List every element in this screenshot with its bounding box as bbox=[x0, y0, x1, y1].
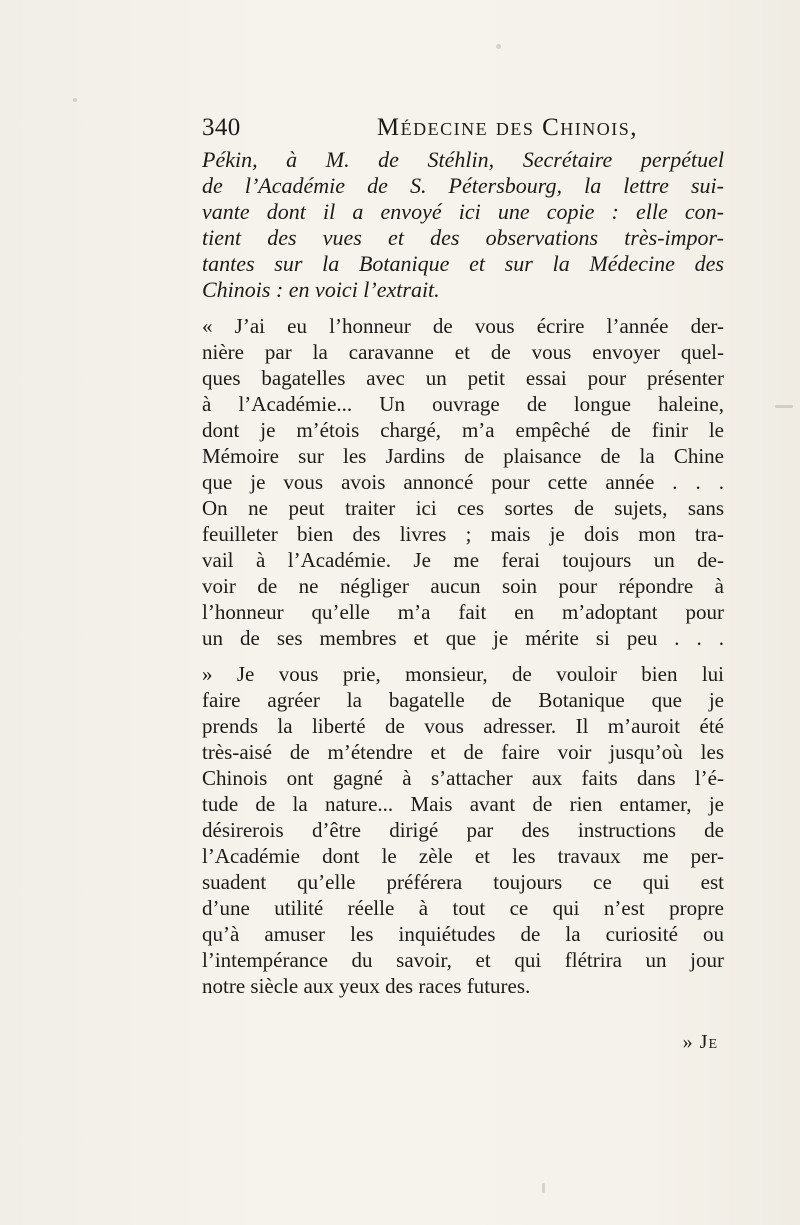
text-block bbox=[202, 112, 724, 999]
text-line: suadent qu’elle préférera toujours ce qui est bbox=[202, 870, 724, 894]
paper-spot bbox=[73, 98, 77, 102]
paper-spot bbox=[496, 44, 501, 49]
text-line: « J’ai eu l’honneur de vous écrire l’année der- bbox=[202, 314, 724, 338]
letter-paragraph-1 bbox=[202, 313, 724, 651]
text-line: notre siècle aux yeux des races futures. bbox=[202, 974, 531, 998]
running-title: Médecine des Chinois, bbox=[376, 114, 638, 141]
text-line: vante dont il a envoyé ici une copie : elle con- bbox=[202, 199, 724, 224]
text-line: que je vous avois annoncé pour cette année . . . bbox=[202, 470, 724, 494]
text-line: désirerois d’être dirigé par des instructions de bbox=[202, 818, 724, 842]
text-line: Pékin, à M. de Stéhlin, Secrétaire perpétuel bbox=[202, 147, 724, 172]
text-line: d’une utilité réelle à tout ce qui n’est propre bbox=[202, 896, 724, 920]
text-line: prends la liberté de vous adresser. Il m’auroit été bbox=[202, 714, 724, 738]
text-line: l’honneur qu’elle m’a fait en m’adoptant pour bbox=[202, 600, 724, 624]
intro-paragraph bbox=[202, 147, 724, 303]
text-line: tude de la nature... Mais avant de rien entamer, je bbox=[202, 792, 724, 816]
text-line: Chinois ont gagné à s’attacher aux faits dans l’é- bbox=[202, 766, 724, 790]
text-line: feuilleter bien des livres ; mais je dois mon tra- bbox=[202, 522, 724, 546]
text-line: voir de ne négliger aucun soin pour répondre à bbox=[202, 574, 724, 598]
letter-paragraph-2 bbox=[202, 661, 724, 999]
catchword: » Je bbox=[682, 1031, 718, 1053]
text-line: tantes sur la Botanique et sur la Médecine des bbox=[202, 251, 724, 276]
text-line: qu’à amuser les inquiétudes de la curiosité ou bbox=[202, 922, 724, 946]
text-line: faire agréer la bagatelle de Botanique que je bbox=[202, 688, 724, 712]
text-line: nière par la caravanne et de vous envoyer quel- bbox=[202, 340, 724, 364]
text-line: Chinois : en voici l’extrait. bbox=[202, 277, 440, 302]
text-line: ques bagatelles avec un petit essai pour présenter bbox=[202, 366, 724, 390]
text-line: tient des vues et des observations très-impor- bbox=[202, 225, 724, 250]
text-line: l’intempérance du savoir, et qui flétrira un jour bbox=[202, 948, 724, 972]
text-line: vail à l’Académie. Je me ferai toujours un de- bbox=[202, 548, 724, 572]
text-line: l’Académie dont le zèle et les travaux me per- bbox=[202, 844, 724, 868]
text-line: » Je vous prie, monsieur, de vouloir bien lui bbox=[202, 662, 724, 686]
text-line: dont je m’étois chargé, m’a empêché de finir le bbox=[202, 418, 724, 442]
text-line: On ne peut traiter ici ces sortes de sujets, sans bbox=[202, 496, 724, 520]
running-head bbox=[202, 112, 638, 144]
page-number: 340 bbox=[202, 114, 241, 141]
text-line: un de ses membres et que je mérite si peu . . . bbox=[202, 626, 724, 650]
text-line: à l’Académie... Un ouvrage de longue haleine, bbox=[202, 392, 724, 416]
paper-spot bbox=[775, 405, 793, 408]
text-line: Mémoire sur les Jardins de plaisance de la Chine bbox=[202, 444, 724, 468]
text-line: de l’Académie de S. Pétersbourg, la lettre sui- bbox=[202, 173, 724, 198]
text-line: très-aisé de m’étendre et de faire voir jusqu’où les bbox=[202, 740, 724, 764]
paper-spot bbox=[542, 1183, 545, 1193]
